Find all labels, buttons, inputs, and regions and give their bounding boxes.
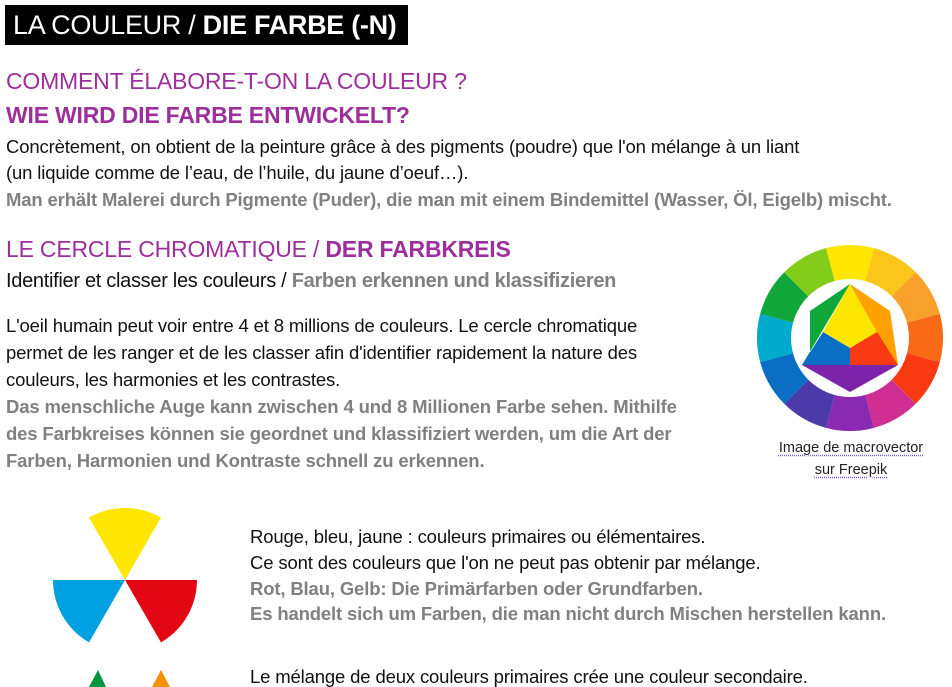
section1-heading-de: WIE WIRD DIE FARBE ENTWICKELT? bbox=[6, 102, 410, 128]
section1-heading-fr: COMMENT ÉLABORE-T-ON LA COULEUR ? bbox=[6, 68, 467, 94]
section2-text-de-1: Das menschliche Auge kann zwischen 4 und 8 Millionen Farbe sehen. Mithilfe bbox=[6, 396, 677, 417]
secondary-text-fr: Le mélange de deux couleurs primaires crée une couleur secondaire. bbox=[250, 666, 808, 687]
section1-text-fr-1: Concrètement, on obtient de la peinture grâce à des pigments (poudre) que l'on mélange à un liant bbox=[6, 136, 800, 157]
section2-heading bbox=[6, 236, 511, 263]
image-credit-line-2[interactable]: sur Freepik bbox=[814, 462, 888, 478]
primary-colors-diagram bbox=[40, 495, 210, 687]
title-fr: LA COULEUR / bbox=[13, 10, 203, 40]
section2-heading-fr: LE CERCLE CHROMATIQUE / bbox=[6, 236, 326, 262]
title-de: DIE FARBE (-N) bbox=[202, 10, 397, 40]
section1-text-fr-2: (un liquide comme de l’eau, de l’huile, du jaune d’oeuf…). bbox=[6, 162, 469, 183]
primary-text-fr-2: Ce sont des couleurs que l'on ne peut pas obtenir par mélange. bbox=[250, 552, 761, 573]
section2-subtitle bbox=[6, 270, 616, 293]
primary-text-fr-1: Rouge, bleu, jaune : couleurs primaires ou élémentaires. bbox=[250, 526, 706, 547]
section2-text-de-3: Farben, Harmonien und Kontraste schnell zu erkennen. bbox=[6, 450, 485, 471]
section2-text-fr-3: couleurs, les harmonies et les contrastes. bbox=[6, 369, 341, 390]
image-credit-line-1[interactable]: Image de macrovector bbox=[778, 440, 924, 456]
section2-subtitle-de: Farben erkennen und klassifizieren bbox=[291, 270, 617, 292]
primary-text-de-1: Rot, Blau, Gelb: Die Primärfarben oder Grundfarben. bbox=[250, 578, 703, 599]
section1-text-de: Man erhält Malerei durch Pigmente (Puder), die man mit einem Bindemittel (Wasser, Öl, Eigelb) mischt. bbox=[6, 189, 892, 210]
section2-heading-de: DER FARBKREIS bbox=[325, 236, 511, 262]
primary-text-de-2: Es handelt sich um Farben, die man nicht durch Mischen herstellen kann. bbox=[250, 603, 886, 624]
section2-text-de-2: des Farbkreises können sie geordnet und klassifiziert werden, um die Art der bbox=[6, 423, 672, 444]
section2-subtitle-fr: Identifier et classer les couleurs / bbox=[6, 270, 292, 292]
section2-text-fr-2: permet de les ranger et de les classer afin d'identifier rapidement la nature des bbox=[6, 342, 638, 363]
itten-color-wheel-icon bbox=[755, 243, 945, 433]
primary-colors-wedges-icon bbox=[40, 495, 210, 687]
color-wheel-image bbox=[755, 243, 945, 433]
page-title bbox=[5, 5, 408, 45]
section2-text-fr-1: L'oeil humain peut voir entre 4 et 8 millions de couleurs. Le cercle chromatique bbox=[6, 315, 638, 336]
